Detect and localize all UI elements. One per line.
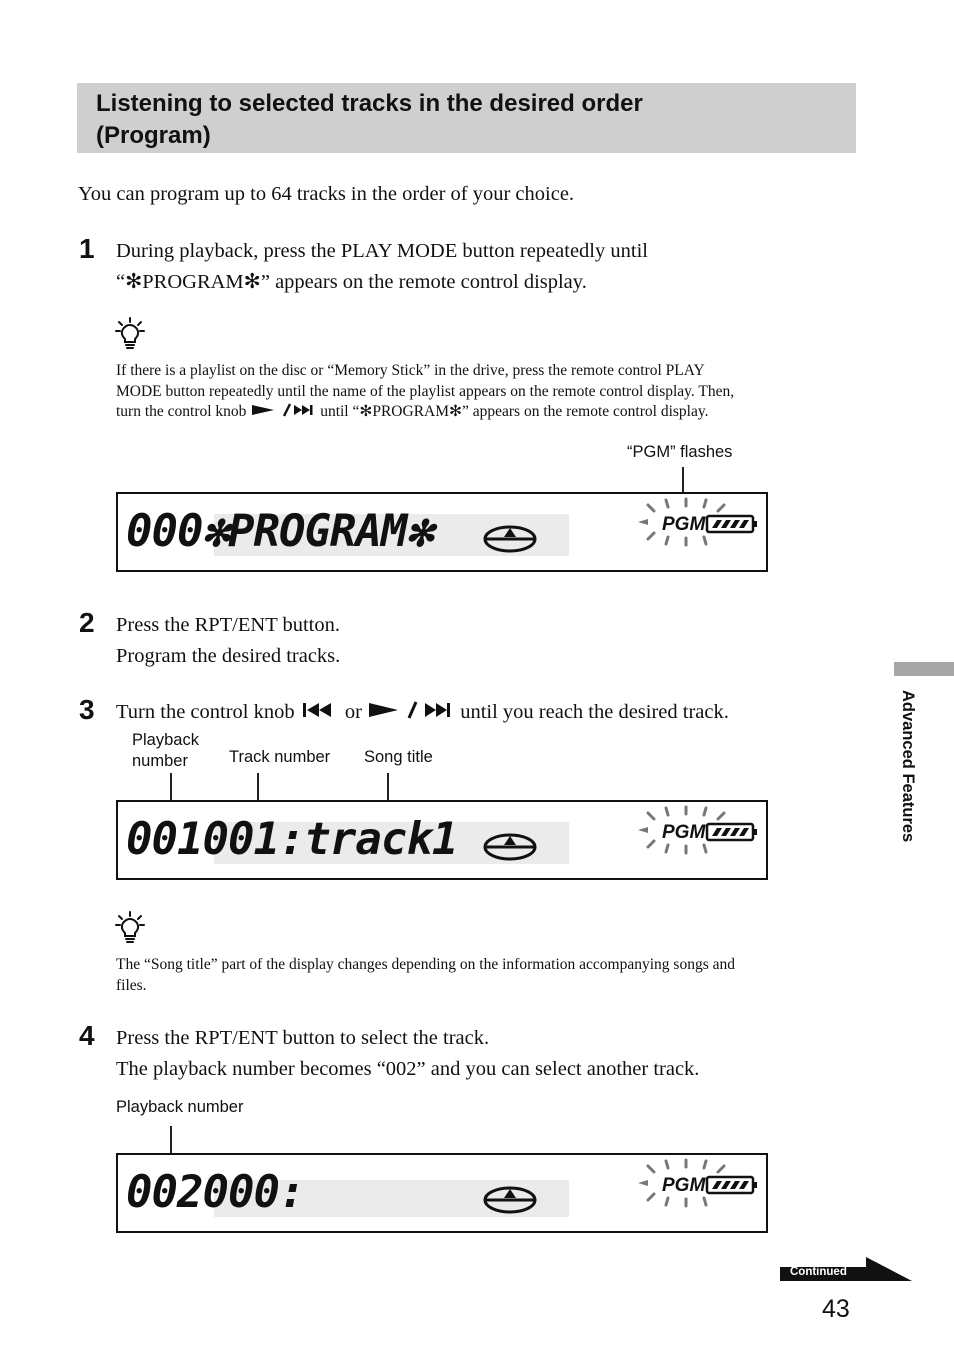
hint-1-line-3-start: turn the control knob	[116, 403, 247, 420]
step-3-text-end: until you reach the desired track.	[460, 701, 729, 723]
pgm-flashes-caption: “PGM” flashes	[627, 443, 733, 461]
hint-1-line-3	[116, 402, 734, 423]
continued-label: Continued	[790, 1266, 847, 1278]
step-3-text-start: Turn the control knob	[116, 701, 295, 723]
playback-number-caption: Playback number	[116, 1098, 244, 1116]
step-3-text	[116, 697, 729, 728]
hint-1-line-3-end: until “✻PROGRAM✻” appears on the remote control display.	[320, 403, 709, 420]
remote-display-next	[116, 1153, 768, 1233]
heading-line-1: Listening to selected tracks in the desired order	[96, 90, 643, 117]
hint-1-line-1: If there is a playlist on the disc or “Memory Stick” in the drive, press the remote control PLAY	[116, 362, 705, 379]
pgm-flash-indicator	[636, 497, 760, 557]
pgm-label: PGM	[662, 1175, 706, 1196]
remote-display-program	[116, 492, 768, 572]
pgm-label: PGM	[662, 822, 706, 843]
step-1-number: 1	[79, 233, 95, 264]
playback-caption-line-1: Playback	[132, 731, 199, 749]
playback-number-caption	[132, 730, 199, 772]
intro-paragraph: You can program up to 64 tracks in the order of your choice.	[78, 183, 575, 205]
step-1-text	[116, 236, 648, 298]
step-3-text-or: or	[344, 701, 362, 723]
step-4-line-2: The playback number becomes “002” and you can select another track.	[116, 1058, 700, 1080]
pgm-label: PGM	[662, 514, 706, 535]
playback-caption-line-2: number	[132, 752, 188, 770]
section-side-tab	[894, 662, 954, 676]
step-4-number: 4	[79, 1020, 95, 1051]
song-title-caption: Song title	[364, 748, 433, 766]
step-1-line-2: “✻PROGRAM✻” appears on the remote control display.	[116, 271, 587, 293]
step-3-number: 3	[79, 694, 95, 725]
step-2-text	[116, 610, 340, 672]
lightbulb-hint-icon	[115, 911, 145, 945]
disc-icon	[482, 1185, 538, 1215]
pgm-flash-indicator	[636, 805, 760, 865]
hint-2-line-2: files.	[116, 976, 147, 994]
step-2-line-2: Program the desired tracks.	[116, 645, 341, 667]
display-segments-program: 000✻PROGRAM✻	[126, 506, 432, 557]
step-2-line-1: Press the RPT/ENT button.	[116, 614, 340, 636]
section-heading	[96, 88, 643, 152]
play-next-track-icon	[367, 701, 455, 719]
lightbulb-hint-icon	[115, 317, 145, 351]
display-segments-next: 002000:	[126, 1167, 305, 1218]
disc-icon	[482, 832, 538, 862]
step-4-line-1: Press the RPT/ENT button to select the track.	[116, 1027, 490, 1049]
display-segments-track: 001001:track1	[126, 814, 458, 865]
section-heading-band	[77, 83, 856, 153]
hint-1-line-2: MODE button repeatedly until the name of the playlist appears on the remote control display. Then,	[116, 382, 735, 400]
track-number-caption: Track number	[229, 748, 331, 766]
play-next-track-icon	[250, 403, 316, 417]
disc-icon	[482, 524, 538, 554]
pgm-flash-indicator	[636, 1158, 760, 1218]
hint-1-text	[116, 361, 734, 423]
step-2-number: 2	[79, 607, 95, 638]
heading-line-2: (Program)	[96, 122, 211, 149]
page-number: 43	[822, 1295, 850, 1323]
hint-2-text	[116, 955, 735, 996]
step-1-line-1: During playback, press the PLAY MODE button repeatedly until	[116, 240, 648, 262]
remote-display-track	[116, 800, 768, 880]
step-4-text	[116, 1023, 699, 1085]
hint-2-line-1: The “Song title” part of the display changes depending on the information accompanying songs and	[116, 956, 735, 973]
previous-track-icon	[300, 701, 340, 719]
section-side-label: Advanced Features	[899, 690, 917, 843]
